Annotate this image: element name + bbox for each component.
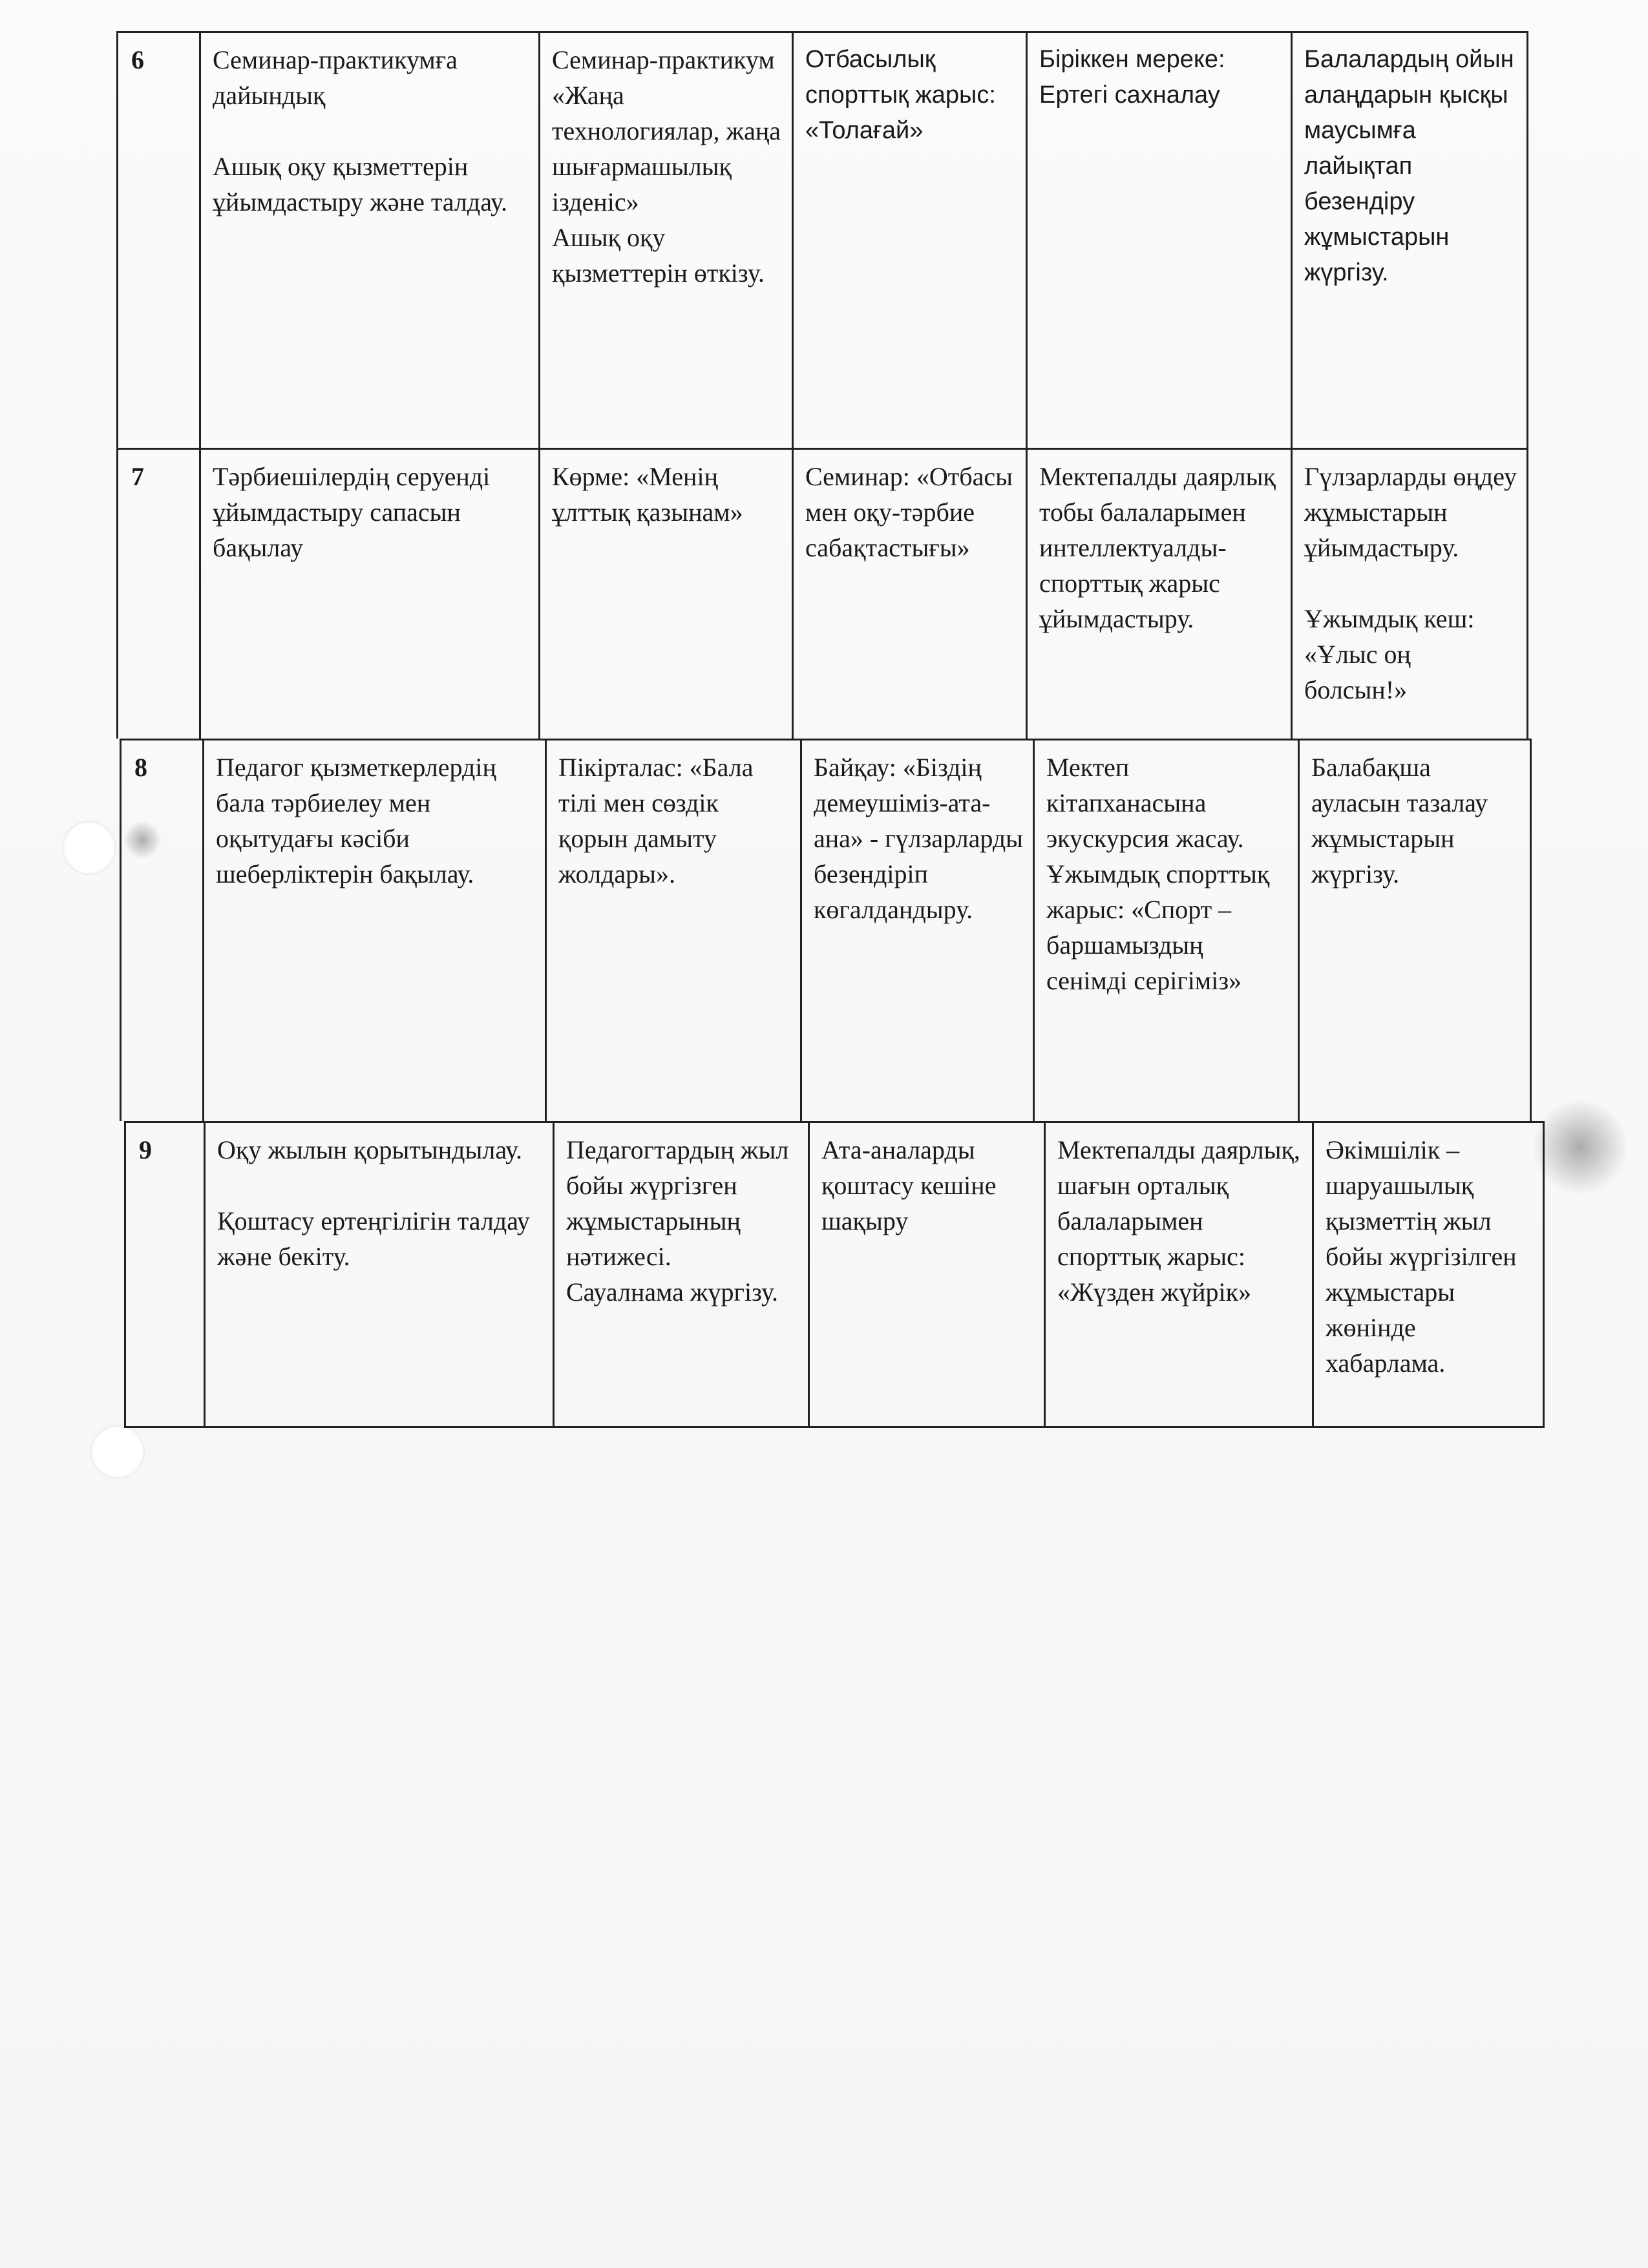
table-cell: Байқау: «Біздің демеушіміз-ата-ана» - гүлзарларды безендіріп көгалдандыру.	[800, 739, 1033, 1121]
table-cell: Тәрбиешілердің серуенді ұйымдастыру сапасын бақылау	[199, 448, 538, 739]
table-cell: Көрме: «Менің ұлттық қазынам»	[538, 448, 792, 739]
row-number: 6	[116, 31, 199, 448]
row-number: 7	[116, 448, 199, 739]
table-cell: Мектепалды даярлық тобы балаларымен интеллектуалды-спорттық жарыс ұйымдастыру.	[1026, 448, 1291, 739]
table-cell: Әкімшілік – шаруашылық қызметтің жыл бойы жүргізілген жұмыстары жөнінде хабарлама.	[1312, 1121, 1545, 1428]
table-cell: Педагогтардың жыл бойы жүргізген жұмыстарының нәтижесі. Сауалнама жүргізу.	[553, 1121, 808, 1428]
table-cell: Семинар: «Отбасы мен оқу-тәрбие сабақтастығы»	[792, 448, 1026, 739]
row-number: 9	[124, 1121, 204, 1428]
table-cell: Балабақша ауласын тазалау жұмыстарын жүргізу.	[1298, 739, 1532, 1121]
table-cell: Отбасылық спорттық жарыс: «Толағай»	[792, 31, 1026, 448]
table-cell: Семинар-практикум «Жаңа технологиялар, жаңа шығармашылық ізденіс» Ашық оқу қызметтерін өткізу.	[538, 31, 792, 448]
table-cell: Ата-аналарды қоштасу кешіне шақыру	[808, 1121, 1044, 1428]
table-cell: Біріккен мереке: Ертегі сахналау	[1026, 31, 1291, 448]
table-cell: Мектепалды даярлық, шағын орталық балаларымен спорттық жарыс: «Жүзден жүйрік»	[1044, 1121, 1312, 1428]
table-cell: Пікірталас: «Бала тілі мен сөздік қорын дамыту жолдары».	[545, 739, 800, 1121]
table-cell: Мектеп кітапханасына экускурсия жасау. Ұжымдық спорттық жарыс: «Спорт – баршамыздың сенімді серігіміз»	[1033, 739, 1298, 1121]
table-cell: Гүлзарларды өңдеу жұмыстарын ұйымдастыру. Ұжымдық кеш: «Ұлыс оң болсын!»	[1291, 448, 1528, 739]
table-cell: Семинар-практикумға дайындық Ашық оқу қызметтерін ұйымдастыру және талдау.	[199, 31, 538, 448]
table-cell: Балалардың ойын алаңдарын қысқы маусымға лайықтап безендіру жұмыстарын жүргізу.	[1291, 31, 1528, 448]
table-cell: Педагог қызметкерлердің бала тәрбиелеу мен оқытудағы кәсіби шеберліктерін бақылау.	[202, 739, 545, 1121]
table-cell: Оқу жылын қорытындылау. Қоштасу ертеңгілігін талдау және бекіту.	[204, 1121, 553, 1428]
row-number: 8	[120, 739, 202, 1121]
